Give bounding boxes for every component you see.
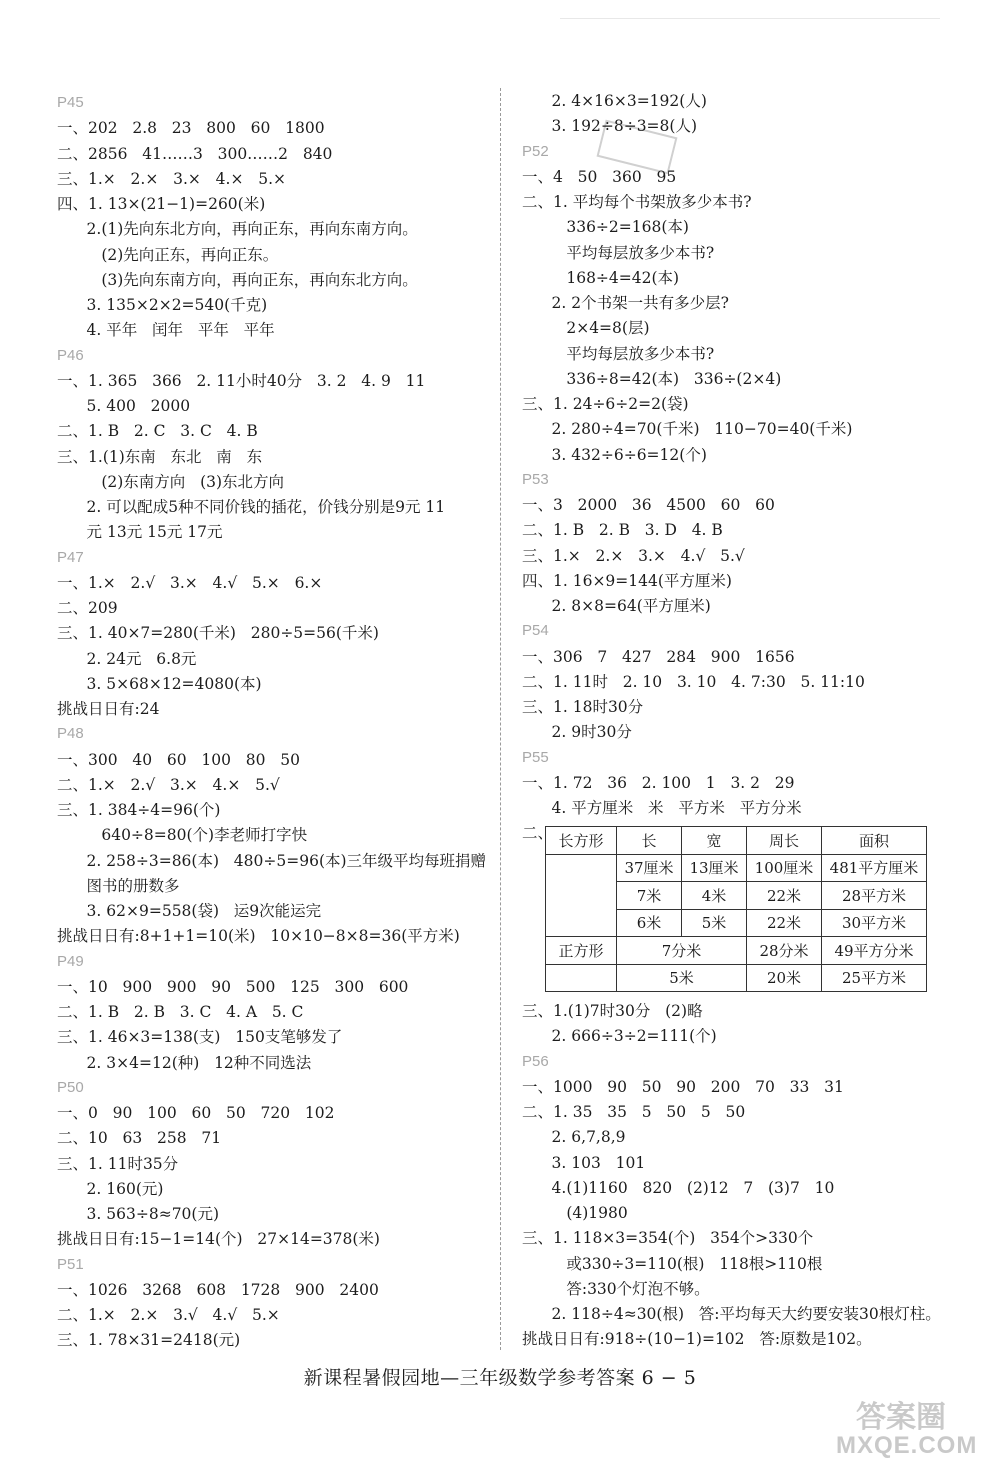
page-section-label: P52 (522, 142, 549, 160)
answer-line: 三、1. 11时35分 (57, 1154, 179, 1173)
answer-line: 3. 5×68×12=4080(本) (57, 674, 262, 693)
answer-line: 二、1. B 2. C 3. C 4. B (57, 422, 258, 441)
answer-line: 2. 258÷3=86(本) 480÷5=96(本)三年级平均每班捐赠 (57, 851, 487, 870)
table-cell: 5米 (682, 909, 747, 937)
top-rule (560, 18, 940, 19)
answer-line: (4)1980 (522, 1204, 628, 1222)
answer-line: 640÷8=80(个)李老师打字快 (57, 826, 308, 845)
answer-line: 四、1. 16×9=144(平方厘米) (522, 571, 732, 590)
table-row (546, 964, 927, 992)
table-cell: 30平方米 (822, 909, 927, 937)
answer-line: 3. 563÷8≈70(元) (57, 1205, 220, 1223)
page-section-label: P49 (57, 952, 84, 970)
answer-line: 336÷8=42(本) 336÷(2×4) (522, 369, 782, 388)
page-section-label: P45 (57, 94, 84, 111)
table-header-cell: 长 (617, 827, 682, 855)
answer-line: 2. 可以配成5种不同价钱的插花，价钱分别是9元 11 (57, 498, 446, 516)
answer-line: 三、1. 40×7=280(千米) 280÷5=56(千米) (57, 624, 379, 643)
answer-line: 二、1. 35 35 5 50 5 50 (522, 1103, 746, 1121)
answer-line: 三、1. 46×3=138(支) 150支笔够发了 (57, 1028, 343, 1047)
page-section-label: P55 (522, 748, 549, 766)
table-cell: 22米 (747, 882, 822, 910)
answer-line: 168÷4=42(本) (522, 268, 680, 287)
answer-line: 挑战日日有:15−1=14(个) 27×14=378(米) (57, 1230, 380, 1249)
table-row (546, 937, 927, 965)
answer-line: 二、1.× 2.× 3.√ 4.√ 5.× (57, 1306, 280, 1324)
answer-line: 二、10 63 258 71 (57, 1129, 222, 1148)
answer-line: 图书的册数多 (57, 876, 180, 895)
answer-line: 挑战日日有:918÷(10−1)=102 答:原数是102。 (522, 1330, 872, 1349)
table-cell: 20米 (747, 964, 822, 992)
table-cell: 100厘米 (747, 854, 822, 882)
answer-line: 挑战日日有:8+1+1=10(米) 10×10−8×8=36(平方米) (57, 927, 460, 946)
table-cell: 49平方分米 (822, 937, 927, 965)
table-cell: 37厘米 (617, 854, 682, 882)
table-cell: 7分米 (617, 937, 747, 965)
answer-line: 一、3 2000 36 4500 60 60 (522, 496, 775, 514)
answer-line: 3. 135×2×2=540(千克) (57, 296, 268, 314)
page-section-label: P47 (57, 548, 84, 566)
answer-line: 2. 24元 6.8元 (57, 649, 197, 668)
answer-line: 二、1. 平均每个书架放多少本书? (522, 193, 752, 211)
table-cell: 13厘米 (682, 854, 747, 882)
table-cell: 481平方厘米 (822, 854, 927, 882)
answer-line: 2×4=8(层) (522, 319, 650, 338)
answer-line: 2.(1)先向东北方向，再向正东，再向东南方向。 (57, 220, 418, 239)
table-header-cell: 长方形 (546, 827, 617, 855)
table-empty-cell (546, 964, 617, 992)
answer-line: 三、1. 24÷6÷2=2(袋) (522, 395, 689, 413)
answer-line: 2. 280÷4=70(千米) 110−70=40(千米) (522, 420, 853, 439)
column-divider (500, 88, 501, 1350)
table-header-cell: 周长 (747, 827, 822, 855)
table-cell: 4米 (682, 882, 747, 910)
answer-line: 三、1. 118×3=354(个) 354个>330个 (522, 1229, 814, 1248)
answer-line: 4. 平年 闰年 平年 平年 (57, 321, 275, 340)
page-section-label: P48 (57, 725, 84, 743)
answer-line: 一、1.× 2.√ 3.× 4.√ 5.× 6.× (57, 573, 323, 592)
answer-line: 3. 192÷8÷3=8(人) (522, 117, 698, 136)
answer-line: 一、1000 90 50 90 200 70 33 31 (522, 1077, 844, 1096)
answer-line: 答:330个灯泡不够。 (522, 1279, 710, 1298)
answer-line: 二、1. B 2. B 3. D 4. B (522, 521, 723, 540)
answer-line: 挑战日日有:24 (57, 700, 160, 718)
answer-line: 一、1. 72 36 2. 100 1 3. 2 29 (522, 773, 795, 792)
watermark-logo-text: 答案圈 (856, 1401, 946, 1434)
answer-line: 一、10 900 900 90 500 125 300 600 (57, 977, 409, 996)
watermark-url: MXQE.COM (836, 1432, 978, 1459)
answer-line: 平均每层放多少本书? (522, 243, 715, 262)
table-cell: 28平方米 (822, 882, 927, 910)
page-section-label: P54 (522, 622, 549, 640)
answer-line: 二、1.× 2.√ 3.× 4.× 5.√ (57, 775, 280, 794)
table-cell: 25平方米 (822, 964, 927, 992)
answer-line: 二、 (522, 824, 554, 843)
answer-line: 三、1. 18时30分 (522, 698, 644, 716)
answer-line: 一、306 7 427 284 900 1656 (522, 647, 795, 666)
answer-line: 3. 103 101 (522, 1153, 646, 1172)
answer-line: 4.(1)1160 820 (2)12 7 (3)7 10 (522, 1178, 835, 1197)
page-section-label: P51 (57, 1255, 84, 1273)
answer-line: 三、1.(1)7时30分 (2)略 (522, 1002, 703, 1020)
table-cell: 6米 (617, 909, 682, 937)
rectangle-square-table (545, 826, 927, 992)
page-section-label: P50 (57, 1078, 84, 1096)
answer-line: (2)东南方向 (3)东北方向 (57, 472, 285, 491)
table-header-cell: 面积 (822, 827, 927, 855)
answer-line: 3. 432÷6÷6=12(个) (522, 445, 707, 464)
answer-line: 4. 平方厘米 米 平方米 平方分米 (522, 799, 802, 817)
answer-line: 元 13元 15元 17元 (57, 523, 223, 542)
answer-line: 一、4 50 360 95 (522, 167, 677, 186)
answer-line: (2)先向正东，再向正东。 (57, 245, 279, 264)
answer-line: 2. 8×8=64(平方厘米) (522, 597, 711, 615)
answer-line: 三、1.(1)东南 东北 南 东 (57, 447, 263, 466)
answer-line: 一、202 2.8 23 800 60 1800 (57, 119, 325, 138)
answer-line: 3. 62×9=558(袋) 运9次能运完 (57, 902, 322, 920)
answer-line: (3)先向东南方向，再向正东，再向东北方向。 (57, 270, 418, 289)
page-section-label: P56 (522, 1052, 549, 1070)
answer-line: 2. 6,7,8,9 (522, 1128, 626, 1147)
answer-line: 一、1. 365 366 2. 11小时40分 3. 2 4. 9 11 (57, 371, 426, 390)
answer-line: 2. 160(元) (57, 1179, 164, 1198)
table-row (546, 854, 927, 882)
answer-line: 四、1. 13×(21−1)=260(米) (57, 195, 266, 213)
answer-line: 一、1026 3268 608 1728 900 2400 (57, 1280, 379, 1299)
answer-line: 三、1.× 2.× 3.× 4.× 5.× (57, 169, 287, 188)
answer-line: 二、1. B 2. B 3. C 4. A 5. C (57, 1003, 304, 1021)
table-row-label: 正方形 (546, 937, 617, 965)
answer-line: 5. 400 2000 (57, 397, 191, 415)
page-footer: 新课程暑假园地—三年级数学参考答案 6 − 5 (303, 1367, 697, 1389)
answer-line: 三、1.× 2.× 3.× 4.√ 5.√ (522, 546, 745, 565)
answer-line: 2. 666÷3÷2=111(个) (522, 1027, 717, 1046)
answer-line: 336÷2=168(本) (522, 218, 689, 237)
answer-line: 二、1. 11时 2. 10 3. 10 4. 7:30 5. 11:10 (522, 672, 865, 691)
answer-line: 二、209 (57, 599, 118, 617)
answer-line: 2. 118÷4≈30(根) 答:平均每天大约要安装30根灯柱。 (522, 1305, 941, 1323)
answer-line: 三、1. 384÷4=96(个) (57, 801, 221, 819)
answer-line: 2. 3×4=12(种) 12种不同选法 (57, 1053, 312, 1072)
answer-line: 2. 2个书架一共有多少层? (522, 294, 729, 312)
answer-line: 2. 4×16×3=192(人) (522, 92, 707, 110)
answer-line: 三、1. 78×31=2418(元) (57, 1331, 241, 1350)
answer-line: 一、300 40 60 100 80 50 (57, 750, 300, 769)
table-empty-cell (546, 854, 617, 937)
table-cell: 7米 (617, 882, 682, 910)
answer-line: 一、0 90 100 60 50 720 102 (57, 1104, 335, 1122)
table-cell: 22米 (747, 909, 822, 937)
answer-line: 或330÷3=110(根) 118根>110根 (522, 1254, 823, 1273)
table-cell: 28分米 (747, 937, 822, 965)
table-header-row (546, 827, 927, 855)
answer-line: 2. 9时30分 (522, 723, 632, 742)
table-header-cell: 宽 (682, 827, 747, 855)
answer-line: 二、2856 41……3 300……2 840 (57, 144, 333, 163)
table-cell: 5米 (617, 964, 747, 992)
answer-line: 平均每层放多少本书? (522, 344, 715, 363)
page-section-label: P46 (57, 346, 84, 364)
page-section-label: P53 (522, 470, 549, 488)
